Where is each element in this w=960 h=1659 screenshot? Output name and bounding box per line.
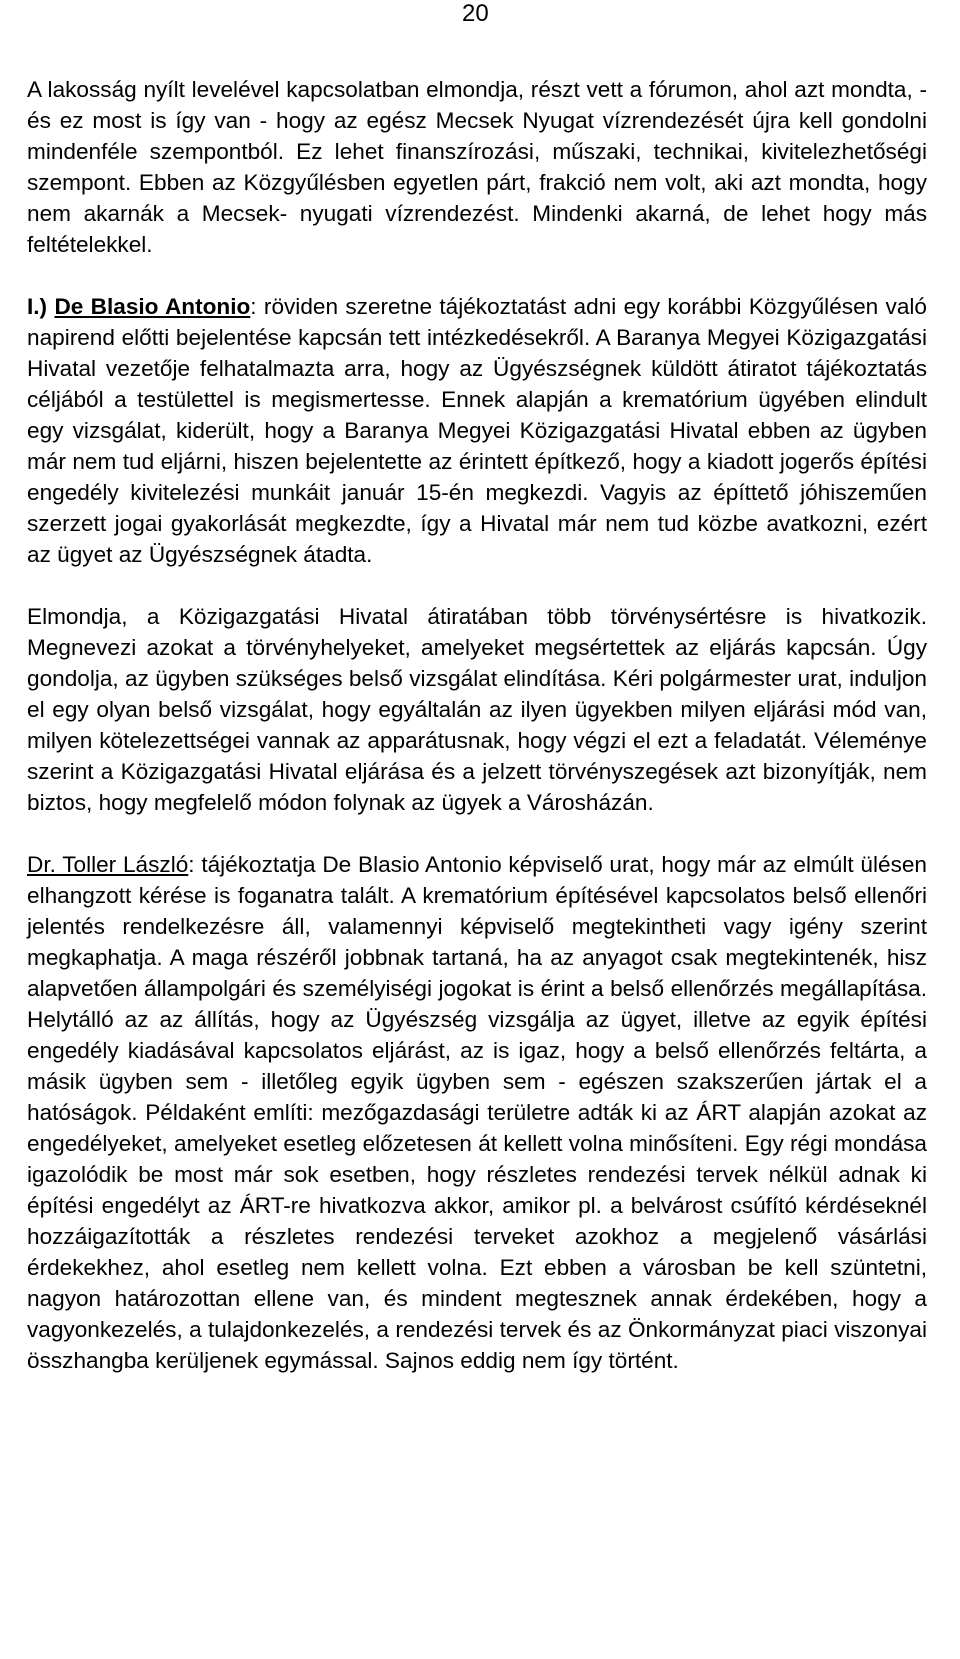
paragraph-2-text: : röviden szeretne tájékoztatást adni egy korábbi Közgyűlésen való napirend előtti bejelentése kapcsán tett intézkedésekről. A Baranya Megyei Közigazgatási Hivatal vezetője felhatalmazta arra, hogy az Ügyészségnek küldött átiratot tájékoztatás céljából a testülettel is megismertesse. Ennek alapján a krematórium ügyében elindult egy vizsgálat, kiderült, hogy a Baranya Megyei Közigazgatási Hivatal ebben az ügyben már nem tud eljárni, hiszen bejelentette az érintett építkező, hogy a kiadott jogerős építési engedély kivitelezési munkáit január 15-én megkezdi. Vagyis az építtető jóhiszeműen szerzett jogai gyakorlását megkezdte, így a Hivatal már nem tud közbe avatkozni, ezért az ügyet az Ügyészségnek átadta.: [27, 294, 927, 567]
item-marker: I.): [27, 294, 48, 319]
page-number: 20: [462, 0, 489, 27]
paragraph-3-text: Elmondja, a Közigazgatási Hivatal átiratában több törvénysértésre is hivatkozik. Megnevezi azokat a törvényhelyeket, amelyeket megsértettek az eljárás kapcsán. Úgy gondolja, az ügyben szükséges belső vizsgálat elindítása. Kéri polgármester urat, induljon el egy olyan belső vizsgálat, hogy egyáltalán az ilyen ügyekben milyen eljárási mód van, milyen kötelezettségei vannak az apparátusnak, hogy végzi el ezt a feladatát. Véleménye szerint a Közigazgatási Hivatal eljárása és a jelzett törvényszegések azt bizonyítják, nem biztos, hogy megfelelő módon folynak az ügyek a Városházán.: [27, 604, 927, 815]
paragraph-4: [27, 849, 927, 1376]
paragraph-1-text: A lakosság nyílt levelével kapcsolatban elmondja, részt vett a fórumon, ahol azt mondta, - és ez most is így van - hogy az egész Mecsek Nyugat vízrendezését újra kell gondolni mindenféle szempontból. Ez lehet finanszírozási, műszaki, technikai, kivitelezhetőségi szempont. Ebben az Közgyűlésben egyetlen párt, frakció nem volt, aki azt mondta, hogy nem akarnák a Mecsek- nyugati vízrendezést. Mindenki akarná, de lehet hogy más feltételekkel.: [27, 77, 927, 257]
paragraph-1: [27, 74, 927, 260]
paragraph-2: [27, 291, 927, 570]
document-body: [27, 74, 927, 1376]
speaker-name: Dr. Toller László: [27, 852, 189, 877]
speaker-name: De Blasio Antonio: [54, 294, 251, 319]
paragraph-3: [27, 601, 927, 818]
paragraph-4-text: : tájékoztatja De Blasio Antonio képviselő urat, hogy már az elmúlt ülésen elhangzott kérése is foganatra talált. A krematórium építésével kapcsolatos belső ellenőri jelentés rendelkezésre áll, valamennyi képviselő megtekintheti vagy igény szerint megkaphatja. A maga részéről jobbnak tartaná, ha az anyagot csak megtekintenék, hisz alapvetően állampolgári és személyiségi jogokat is érint a belső ellenőrzés megállapítása. Helytálló az az állítás, hogy az Ügyészség vizsgálja az ügyet, illetve az egyik építési engedély kiadásával kapcsolatos eljárást, az is igaz, hogy a belső ellenőrzés feltárta, a másik ügyben sem - illetőleg egyik ügyben sem - egészen szakszerűen jártak el a hatóságok. Példaként említi: mezőgazdasági területre adták ki az ÁRT alapján azokat az engedélyeket, amelyeket esetleg előzetesen át kellett volna minősíteni. Egy régi mondása igazolódik be most már sok esetben, hogy részletes rendezési tervek nélkül adnak ki építési engedélyt az ÁRT-re hivatkozva akkor, amikor pl. a belvárost csúfító kérdéseknél hozzáigazították a részletes rendezési terveket azokhoz a megjelenő vásárlási érdekekhez, ahol esetleg nem kellett volna. Ezt ebben a városban be kell szüntetni, nagyon határozottan ellene van, és mindent megtesznek annak érdekében, hogy a vagyonkezelés, a tulajdonkezelés, a rendezési tervek és az Önkormányzat piaci viszonyai összhangba kerüljenek egymással. Sajnos eddig nem így történt.: [27, 852, 927, 1373]
